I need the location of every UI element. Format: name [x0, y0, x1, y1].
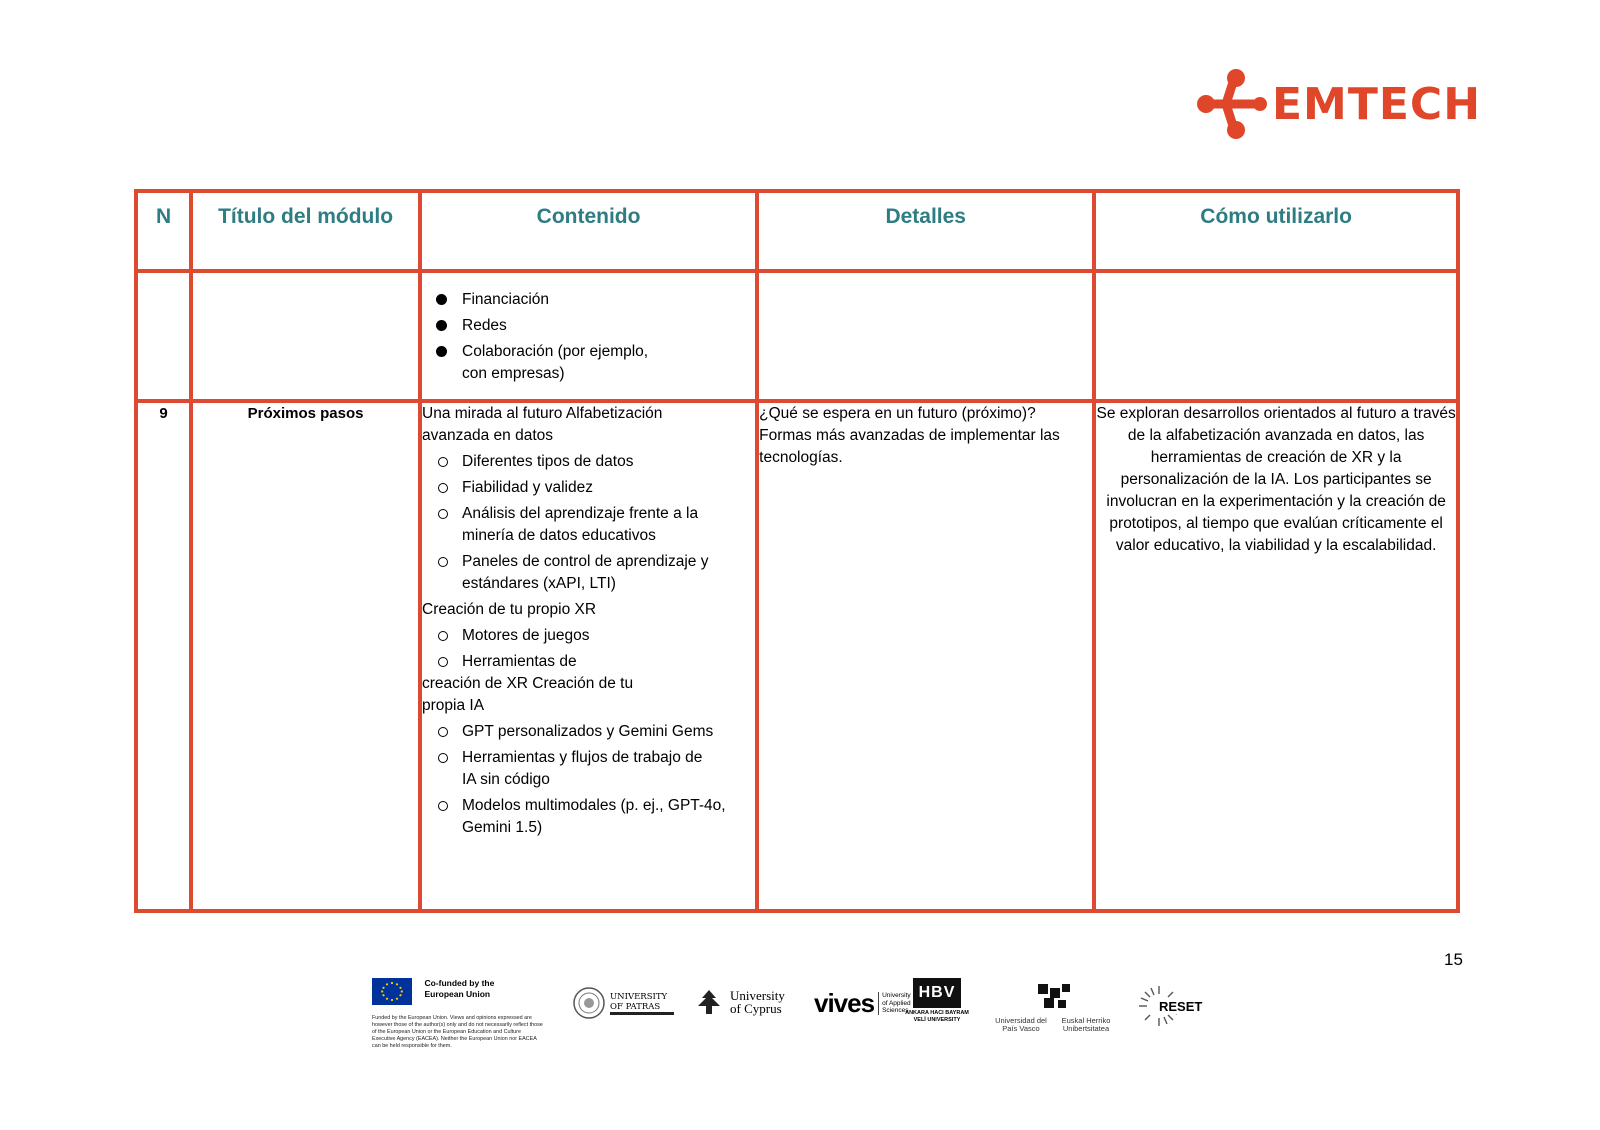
table-header-row [136, 191, 1458, 271]
upv-logo: Universidad del País Vasco Euskal Herriko Unibertsitatea [992, 980, 1116, 1033]
header-content: Contenido [420, 191, 757, 271]
list-item: Motores de juegos [436, 625, 755, 647]
list-item: Herramientas y flujos de trabajo de IA sin código [436, 747, 755, 791]
tree-icon [694, 988, 724, 1016]
cell-how-to-use: Se exploran desarrollos orientados al futuro a través de la alfabetización avanzada en datos, las herramientas de creación de XR y la personalización de la IA. Los participantes se involucran en la experimentación y la creación de prototipos, al tiempo que evalúan críticamente el valor educativo, la viabilidad y la escalabilidad. [1094, 401, 1458, 911]
list-item: Modelos multimodales (p. ej., GPT-4o, Gemini 1.5) [436, 795, 755, 839]
bullet-icon [436, 294, 447, 305]
list-item: Colaboración (por ejemplo, con empresas) [436, 341, 755, 385]
bullet-icon [436, 320, 447, 331]
patras-logo: UNIVERSITY OF PATRAS [572, 986, 674, 1020]
circle-bullet-icon [438, 727, 448, 737]
module-number: 9 [136, 401, 191, 911]
circle-bullet-icon [438, 801, 448, 811]
list-item: Redes [436, 315, 755, 337]
list-item: Diferentes tipos de datos [436, 451, 755, 473]
cell-content [420, 401, 757, 911]
footer-logos [372, 978, 1252, 1068]
eu-disclaimer: Funded by the European Union. Views and opinions expressed are however those of the author(s) only and do not necessarily reflect those of the European Union or the European Education and Culture Executive Agency (EACEA). Neither the European Union nor EACEA can be held responsible for them. [372, 1015, 543, 1049]
cell-empty [191, 271, 420, 401]
content-continuation: creación de XR Creación de tu propia IA [422, 675, 634, 714]
bullet-icon [436, 346, 447, 357]
eu-flag-icon [372, 978, 412, 1005]
circle-bullet-icon [438, 631, 448, 641]
module-title: Próximos pasos [191, 401, 420, 911]
reset-logo: RESET [1137, 984, 1204, 1028]
eu-cofunded-label: Co-funded by the European Union [424, 978, 495, 999]
upv-emblem-icon [1034, 980, 1074, 1012]
list-item: Financiación [436, 289, 755, 311]
header-how-to-use: Cómo utilizarlo [1094, 191, 1458, 271]
cell-content [420, 271, 757, 401]
circle-bullet-icon [438, 483, 448, 493]
cell-empty [757, 271, 1094, 401]
content-heading: Creación de tu propio XR [422, 601, 597, 618]
patras-seal-icon [572, 986, 606, 1020]
circle-bullet-icon [438, 557, 448, 567]
circle-bullet-icon [438, 753, 448, 763]
vives-logo: vives University of Applied Sciences [814, 988, 916, 1019]
header-module-title: Título del módulo [191, 191, 420, 271]
cell-empty [1094, 271, 1458, 401]
cyprus-logo: University of Cyprus [694, 988, 794, 1016]
header-n: N [136, 191, 191, 271]
cell-empty [136, 271, 191, 401]
list-item: Herramientas de [436, 651, 755, 673]
table-row [136, 401, 1458, 911]
table-row [136, 271, 1458, 401]
circle-bullet-icon [438, 457, 448, 467]
brand-name: EMTECH [1272, 78, 1482, 130]
list-item: Fiabilidad y validez [436, 477, 755, 499]
emtech-logo [1196, 64, 1481, 144]
header-details: Detalles [757, 191, 1094, 271]
list-item: Análisis del aprendizaje frente a la minería de datos educativos [436, 503, 755, 547]
circle-bullet-icon [438, 509, 448, 519]
content-intro: Una mirada al futuro Alfabetización avanzada en datos [422, 405, 663, 444]
modules-table [134, 189, 1460, 913]
hbv-logo: HBV ANKARA HACI BAYRAM VELİ UNIVERSITY [902, 978, 972, 1023]
list-item: Paneles de control de aprendizaje y estándares (xAPI, LTI) [436, 551, 755, 595]
list-item: GPT personalizados y Gemini Gems [436, 721, 755, 743]
page-number: 15 [1444, 950, 1463, 969]
circle-bullet-icon [438, 657, 448, 667]
cell-details: ¿Qué se espera en un futuro (próximo)? Formas más avanzadas de implementar las tecnologías. [757, 401, 1094, 911]
molecule-icon [1196, 67, 1268, 141]
eu-funding-block [372, 978, 544, 1050]
